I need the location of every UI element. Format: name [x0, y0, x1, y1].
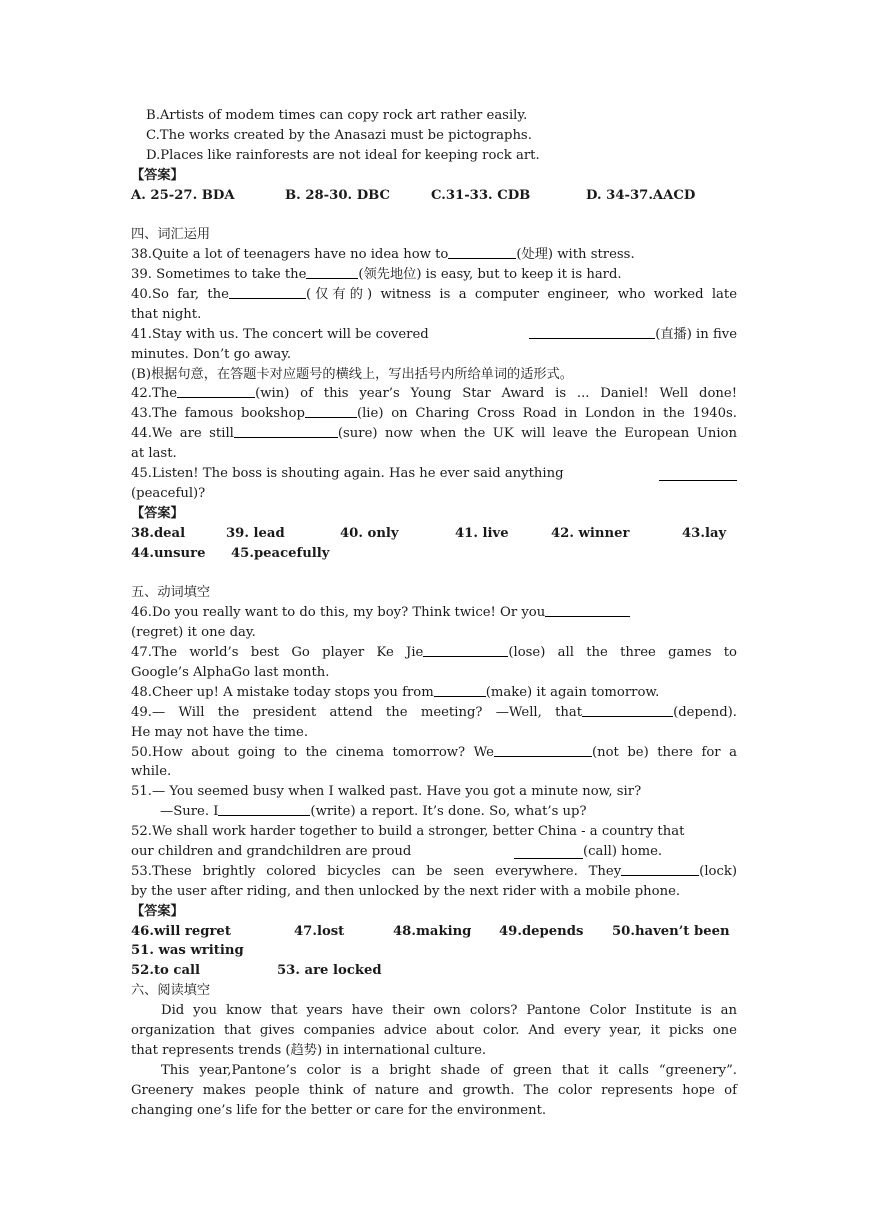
question-52-cont: our children and grandchildren are proud (call) home. — [131, 843, 663, 859]
answers-reading — [131, 186, 737, 206]
paragraph-line: that represents trends (趋势) in international culture. — [131, 1042, 487, 1058]
question-47-cont: Google’s AlphaGo last month. — [131, 664, 330, 680]
question-47: 47.The world’s best Go player Ke Jie (lose) all the three games to — [131, 645, 737, 661]
section-title: 五、动词填空 — [131, 585, 211, 601]
question-51: 51.— You seemed busy when I walked past. Have you got a minute now, sir? — [131, 784, 642, 800]
answer-a: A. 25-27. BDA — [131, 187, 235, 203]
answer-39: 39. lead — [226, 525, 285, 541]
answer-blank[interactable] — [621, 862, 699, 876]
answer-blank[interactable] — [582, 703, 673, 717]
answer-43: 43.lay — [682, 525, 727, 541]
answer-blank[interactable] — [306, 265, 358, 279]
paragraph-line: changing one’s life for the better or care for the environment. — [131, 1102, 547, 1118]
answers-vocab-row1 — [131, 524, 737, 544]
answer-blank[interactable] — [545, 603, 630, 617]
option-b: B.Artists of modem times can copy rock art rather easily. — [146, 108, 528, 123]
answer-header: 【答案】 — [131, 903, 184, 919]
answer-51: 51. was writing — [131, 943, 244, 959]
question-46: 46.Do you really want to do this, my boy? Think twice! Or you — [131, 603, 737, 623]
question-45: 45.Listen! The boss is shouting again. Has he ever said anything — [131, 464, 737, 484]
answers-vocab-row2 — [131, 544, 737, 564]
answer-45: 45.peacefully — [231, 545, 330, 561]
option-c: C.The works created by the Anasazi must be pictographs. — [146, 127, 532, 143]
document-page — [131, 106, 737, 1120]
question-41: 41.Stay with us. The concert will be covered (直播) in five — [131, 326, 737, 342]
option-d: D.Places like rainforests are not ideal for keeping rock art. — [146, 147, 540, 163]
question-42: 42.The (win) of this year’s Young Star Award is ... Daniel! Well done! — [131, 386, 737, 402]
answer-49: 49.depends — [499, 923, 584, 939]
answer-50: 50.haven’t been — [612, 923, 730, 939]
question-45-cont: (peaceful)? — [131, 485, 206, 501]
answer-blank[interactable] — [218, 802, 310, 816]
paragraph-line: Greenery makes people think of nature and growth. The color represents hope of — [131, 1082, 737, 1098]
answer-blank[interactable] — [177, 384, 255, 398]
answer-blank[interactable] — [494, 743, 592, 757]
question-40-cont: that night. — [131, 306, 202, 322]
answer-blank[interactable] — [234, 424, 338, 438]
question-53: 53.These brightly colored bicycles can be seen everywhere. They (lock) — [131, 863, 737, 879]
answer-41: 41. live — [455, 525, 509, 541]
question-43: 43.The famous bookshop (lie) on Charing Cross Road in London in the 1940s. — [131, 406, 737, 422]
question-38: 38.Quite a lot of teenagers have no idea how to (处理) with stress. — [131, 247, 635, 263]
section-title: 四、词汇运用 — [131, 227, 211, 243]
question-44-cont: at last. — [131, 446, 177, 462]
question-48: 48.Cheer up! A mistake today stops you from (make) it again tomorrow. — [131, 684, 660, 700]
question-49-cont: He may not have the time. — [131, 724, 309, 740]
question-53-cont: by the user after riding, and then unlocked by the next rider with a mobile phone. — [131, 883, 681, 899]
answer-blank[interactable] — [305, 404, 357, 418]
answer-header: 【答案】 — [131, 167, 184, 183]
paragraph-line: This year,Pantone’s color is a bright shade of green that it calls “greenery”. — [161, 1062, 737, 1078]
answer-blank[interactable] — [529, 325, 655, 339]
question-40: 40.So far, the (仅有的) witness is a computer engineer, who worked late — [131, 287, 738, 303]
question-50: 50.How about going to the cinema tomorrow? We (not be) there for a — [131, 744, 738, 760]
answer-blank[interactable] — [229, 285, 306, 299]
answer-40: 40. only — [340, 525, 399, 541]
answers-verb-row1 — [131, 922, 737, 942]
part-b-instruction: (B)根据句意，在答题卡对应题号的横线上，写出括号内所给单词的适形式。 — [131, 366, 573, 382]
question-49: 49.— Will the president attend the meeting? —Well, that (depend). — [131, 704, 737, 720]
answer-44: 44.unsure — [131, 545, 206, 561]
section-title: 六、阅读填空 — [131, 983, 211, 999]
question-51-reply: —Sure. I (write) a report. It’s done. So, what’s up? — [160, 804, 587, 820]
question-52: 52.We shall work harder together to build a stronger, better China - a country that — [131, 824, 685, 840]
answer-42: 42. winner — [551, 525, 630, 541]
paragraph-line: organization that gives companies advice about color. And every year, it picks one — [131, 1022, 737, 1038]
answer-header: 【答案】 — [131, 505, 184, 521]
question-50-cont: while. — [131, 764, 172, 780]
question-46-cont: (regret) it one day. — [131, 625, 256, 641]
answer-53: 53. are locked — [277, 963, 382, 979]
question-44: 44.We are still (sure) now when the UK will leave the European Union — [131, 426, 737, 442]
answer-blank[interactable] — [423, 643, 508, 657]
answer-52: 52.to call — [131, 963, 201, 979]
answers-verb-row3 — [131, 961, 737, 981]
answer-c: C.31-33. CDB — [431, 187, 531, 203]
answer-46: 46.will regret — [131, 923, 231, 939]
answer-d: D. 34-37.AACD — [586, 187, 696, 203]
answer-blank[interactable] — [659, 467, 737, 481]
question-39: 39. Sometimes to take the (领先地位) is easy, but to keep it is hard. — [131, 267, 622, 283]
answer-blank[interactable] — [448, 245, 516, 259]
paragraph-line: Did you know that years have their own colors? Pantone Color Institute is an — [161, 1003, 737, 1019]
answer-b: B. 28-30. DBC — [285, 187, 391, 203]
question-41-cont: minutes. Don’t go away. — [131, 346, 292, 362]
answer-48: 48.making — [393, 923, 472, 939]
answer-47: 47.lost — [294, 923, 345, 939]
answer-blank[interactable] — [434, 683, 486, 697]
answer-38: 38.deal — [131, 525, 186, 541]
answer-blank[interactable] — [514, 845, 583, 859]
